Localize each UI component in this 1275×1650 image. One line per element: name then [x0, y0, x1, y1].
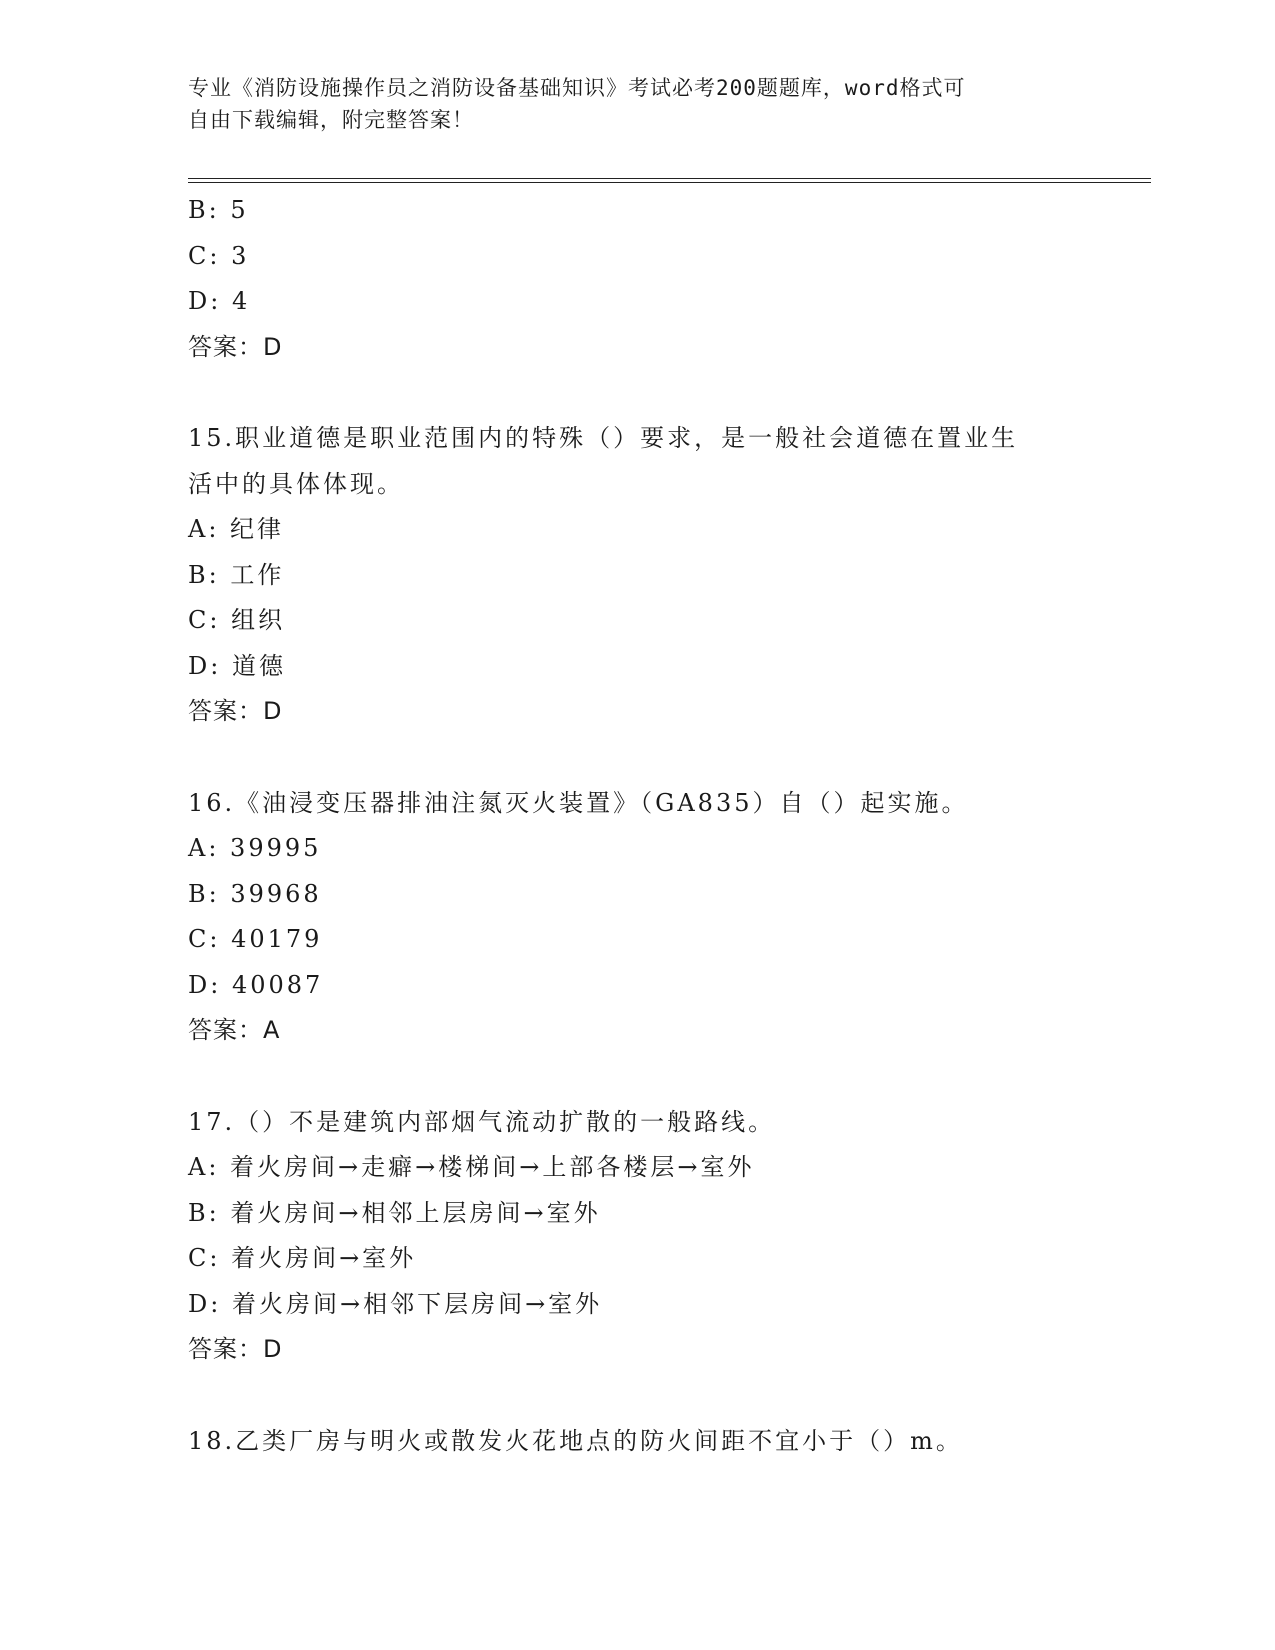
question-14-tail	[188, 188, 1088, 370]
spacer	[188, 1373, 1088, 1419]
spacer	[188, 370, 1088, 416]
question-stem: 17.（）不是建筑内部烟气流动扩散的一般路线。	[188, 1107, 776, 1136]
question-18	[188, 1419, 1088, 1465]
header-divider-top	[188, 178, 1151, 179]
question-stem: 15.职业道德是职业范围内的特殊（）要求，是一般社会道德在置业生	[188, 424, 1019, 452]
question-stem: 18.乙类厂房与明火或散发火花地点的防火间距不宜小于（）m。	[188, 1426, 963, 1455]
answer: 答案：D	[188, 1335, 283, 1363]
spacer	[188, 735, 1088, 781]
option-d: D: 40087	[188, 970, 324, 999]
answer: 答案：D	[188, 332, 283, 361]
option-a: A: 39995	[188, 834, 322, 862]
option-d: D: 道德	[188, 651, 286, 680]
answer: 答案：D	[188, 697, 283, 725]
option-c: C: 着火房间→室外	[188, 1244, 417, 1272]
option-b: B: 工作	[188, 560, 285, 589]
option-c: C: 组织	[188, 606, 286, 634]
question-stem: 16.《油浸变压器排油注氮灭火装置》（GA835）自（）起实施。	[188, 788, 969, 817]
spacer	[188, 1054, 1088, 1100]
question-17	[188, 1100, 1088, 1373]
header-line-2: 自由下载编辑，附完整答案！	[188, 108, 474, 132]
option-b: B: 39968	[188, 879, 322, 908]
document-header	[188, 72, 1068, 136]
question-16	[188, 781, 1088, 1054]
question-stem-continued: 活中的具体体现。	[188, 469, 404, 498]
question-15	[188, 416, 1088, 735]
option-a: A: 纪律	[188, 515, 285, 543]
answer: 答案：A	[188, 1016, 281, 1044]
option-b: B: 5	[188, 196, 249, 224]
option-c: C: 40179	[188, 925, 323, 953]
option-d: D: 着火房间→相邻下层房间→室外	[188, 1289, 603, 1318]
header-line-1: 专业《消防设施操作员之消防设备基础知识》考试必考200题题库，word格式可	[188, 76, 966, 100]
option-d: D: 4	[188, 287, 251, 315]
option-b: B: 着火房间→相邻上层房间→室外	[188, 1198, 601, 1227]
question-list	[188, 188, 1088, 1464]
option-a: A: 着火房间→走癖→楼梯间→上部各楼层→室外	[188, 1153, 755, 1181]
option-c: C: 3	[188, 241, 250, 270]
header-divider-bottom	[188, 182, 1151, 183]
